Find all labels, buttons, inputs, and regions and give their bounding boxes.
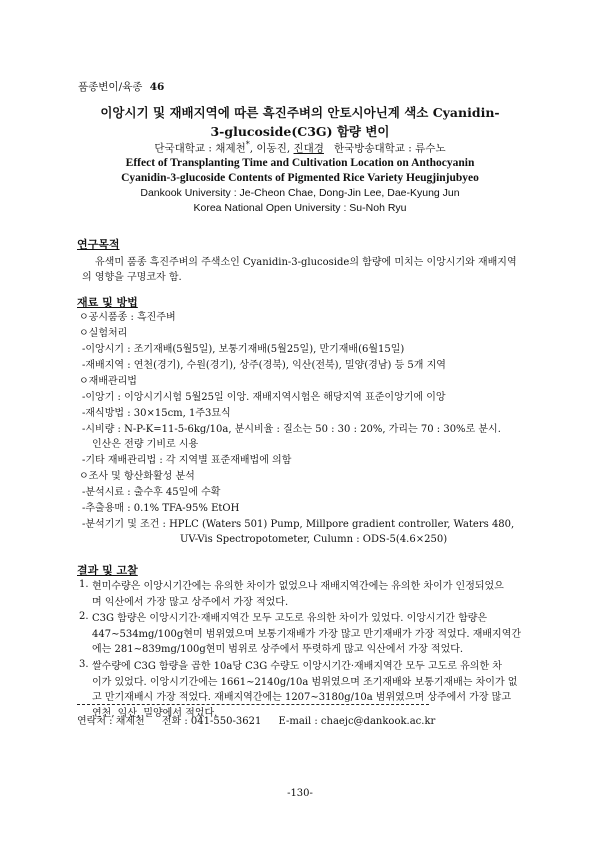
method-line: ㅇ실험처리 bbox=[79, 328, 128, 339]
result-item bbox=[92, 579, 532, 610]
korean-title-line: 이앙시기 및 재배지역에 따른 흑진주벼의 안토시아닌계 색소 Cyanidin- bbox=[100, 105, 500, 120]
method-line: -추출용매 : 0.1% TFA-95% EtOH bbox=[82, 503, 240, 514]
korean-title bbox=[60, 103, 540, 141]
section-heading-results: 결과 및 고찰 bbox=[77, 564, 138, 577]
contact-email: E-mail : chaejc@dankook.ac.kr bbox=[278, 716, 436, 727]
contact-phone: 전화 : 041-550-3621 bbox=[161, 716, 262, 727]
category-label: 품종변이/육종 bbox=[78, 81, 143, 93]
method-line: 인산은 전량 기비로 시용 bbox=[92, 439, 199, 450]
affiliation-line: Korea National Open University : Su-Noh Ryu bbox=[193, 202, 407, 214]
result-line: 고 만기재배시 가장 적었다. 재배지역간에는 1207∼3180g/10a 범위였으며 상주에서 가장 많고 bbox=[92, 692, 511, 703]
purpose-line: 유색미 품종 흑진주벼의 주색소인 Cyanidin-3-glucoside의 함량에 미치는 이앙시기와 재배지역 bbox=[95, 257, 517, 268]
abstract-number: 46 bbox=[149, 81, 165, 93]
method-line: UV-Vis Spectropotometer, Culumn : ODS-5(4.6×250) bbox=[180, 534, 448, 545]
section-heading-purpose: 연구목적 bbox=[77, 238, 120, 251]
korean-authors bbox=[60, 140, 540, 156]
method-line: -재식방법 : 30×15cm, 1주3묘식 bbox=[82, 408, 231, 419]
result-line: 현미수량은 이앙시기간에는 유의한 차이가 없었으나 재배지역간에는 유의한 차이가 인정되었으 bbox=[92, 581, 504, 592]
method-line: -분석기기 및 조건 : HPLC (Waters 501) Pump, Millpore gradient controller, Waters 480, bbox=[82, 519, 515, 530]
english-title-line: Cyanidin-3-glucoside Contents of Pigmented Rice Variety Heugjinjubyeo bbox=[121, 172, 479, 184]
result-line: 에는 281∼839mg/100g현미 범위로 상주에서 뚜렷하게 많고 익산에서 가장 적었다. bbox=[92, 644, 464, 655]
method-line: -이앙기 : 이앙시기시험 5월25일 이앙. 재배지역시험은 해당지역 표준이앙기에 이앙 bbox=[82, 392, 446, 403]
result-number: 1. bbox=[79, 579, 89, 590]
korean-title-line: 3-glucoside(C3G) 함량 변이 bbox=[210, 124, 390, 139]
corresponding-mark: * bbox=[245, 140, 250, 149]
result-line: 쌀수량에 C3G 함량을 곱한 10a당 C3G 수량도 이앙시기간·재배지역간 모두 고도로 유의한 차 bbox=[92, 661, 502, 672]
result-number: 2. bbox=[79, 611, 89, 622]
result-line: 이가 있었다. 이앙시기간에는 1661∼2140g/10a 범위였으며 조기재배와 보통기재배는 차이가 없 bbox=[92, 676, 518, 688]
method-line: ㅇ조사 및 항산화활성 분석 bbox=[79, 471, 195, 482]
authors-text: 단국대학교 : 채제천 bbox=[154, 142, 246, 155]
result-line: C3G 함량은 이앙시기간·재배지역간 모두 고도로 유의한 차이가 있었다. 이앙시기간 함량은 bbox=[92, 613, 488, 624]
english-title bbox=[40, 156, 560, 186]
method-line: ㅇ재배관리법 bbox=[79, 376, 137, 387]
method-line: ㅇ공시품종 : 흑진주벼 bbox=[79, 312, 176, 323]
purpose-line: 의 영향을 구명코자 함. bbox=[82, 272, 182, 283]
english-title-line: Effect of Transplanting Time and Cultivation Location on Anthocyanin bbox=[125, 157, 475, 169]
contact-info bbox=[77, 712, 449, 727]
method-line: -분석시료 : 출수후 45일에 수확 bbox=[82, 487, 221, 498]
page-number: -130- bbox=[287, 788, 313, 799]
method-line: -재배지역 : 연천(경기), 수원(경기), 상주(경북), 익산(전북), 밀양(경남) 등 5개 지역 bbox=[82, 360, 446, 371]
authors-text: , 이동진, bbox=[249, 142, 294, 155]
presenter-name: 진대경 bbox=[293, 142, 324, 155]
result-line: 447∼534mg/100g현미 범위였으며 보통기재배가 가장 많고 만기재배가 가장 적었다. 재배지역간 bbox=[92, 628, 522, 640]
footer-divider bbox=[77, 704, 429, 705]
authors-text: 한국방송대학교 : 류수노 bbox=[323, 142, 446, 155]
method-line: -기타 재배관리법 : 각 지역별 표준재배법에 의함 bbox=[82, 455, 292, 466]
contact-name: 연락처 : 채제천 bbox=[77, 716, 145, 727]
affiliation-line: Dankook University : Je-Cheon Chae, Dong-Jin Lee, Dae-Kyung Jun bbox=[140, 187, 460, 199]
result-item bbox=[92, 611, 532, 658]
method-line: -시비량 : N-P-K=11-5-6kg/10a, 분시비율 : 질소는 50 : 30 : 20%, 가리는 70 : 30%로 분시. bbox=[82, 424, 501, 435]
method-line: -이앙시기 : 조기재배(5월5일), 보통기재배(5월25일), 만기재배(6월15일) bbox=[82, 344, 405, 355]
section-heading-methods: 재료 및 방법 bbox=[77, 296, 138, 309]
result-line: 며 익산에서 가장 많고 상주에서 가장 적었다. bbox=[92, 596, 289, 608]
english-affiliations bbox=[40, 186, 560, 216]
result-line: 연천, 익산, 밀양에서 적었다. bbox=[92, 707, 218, 719]
header-category bbox=[78, 79, 164, 94]
result-number: 3. bbox=[79, 659, 89, 670]
